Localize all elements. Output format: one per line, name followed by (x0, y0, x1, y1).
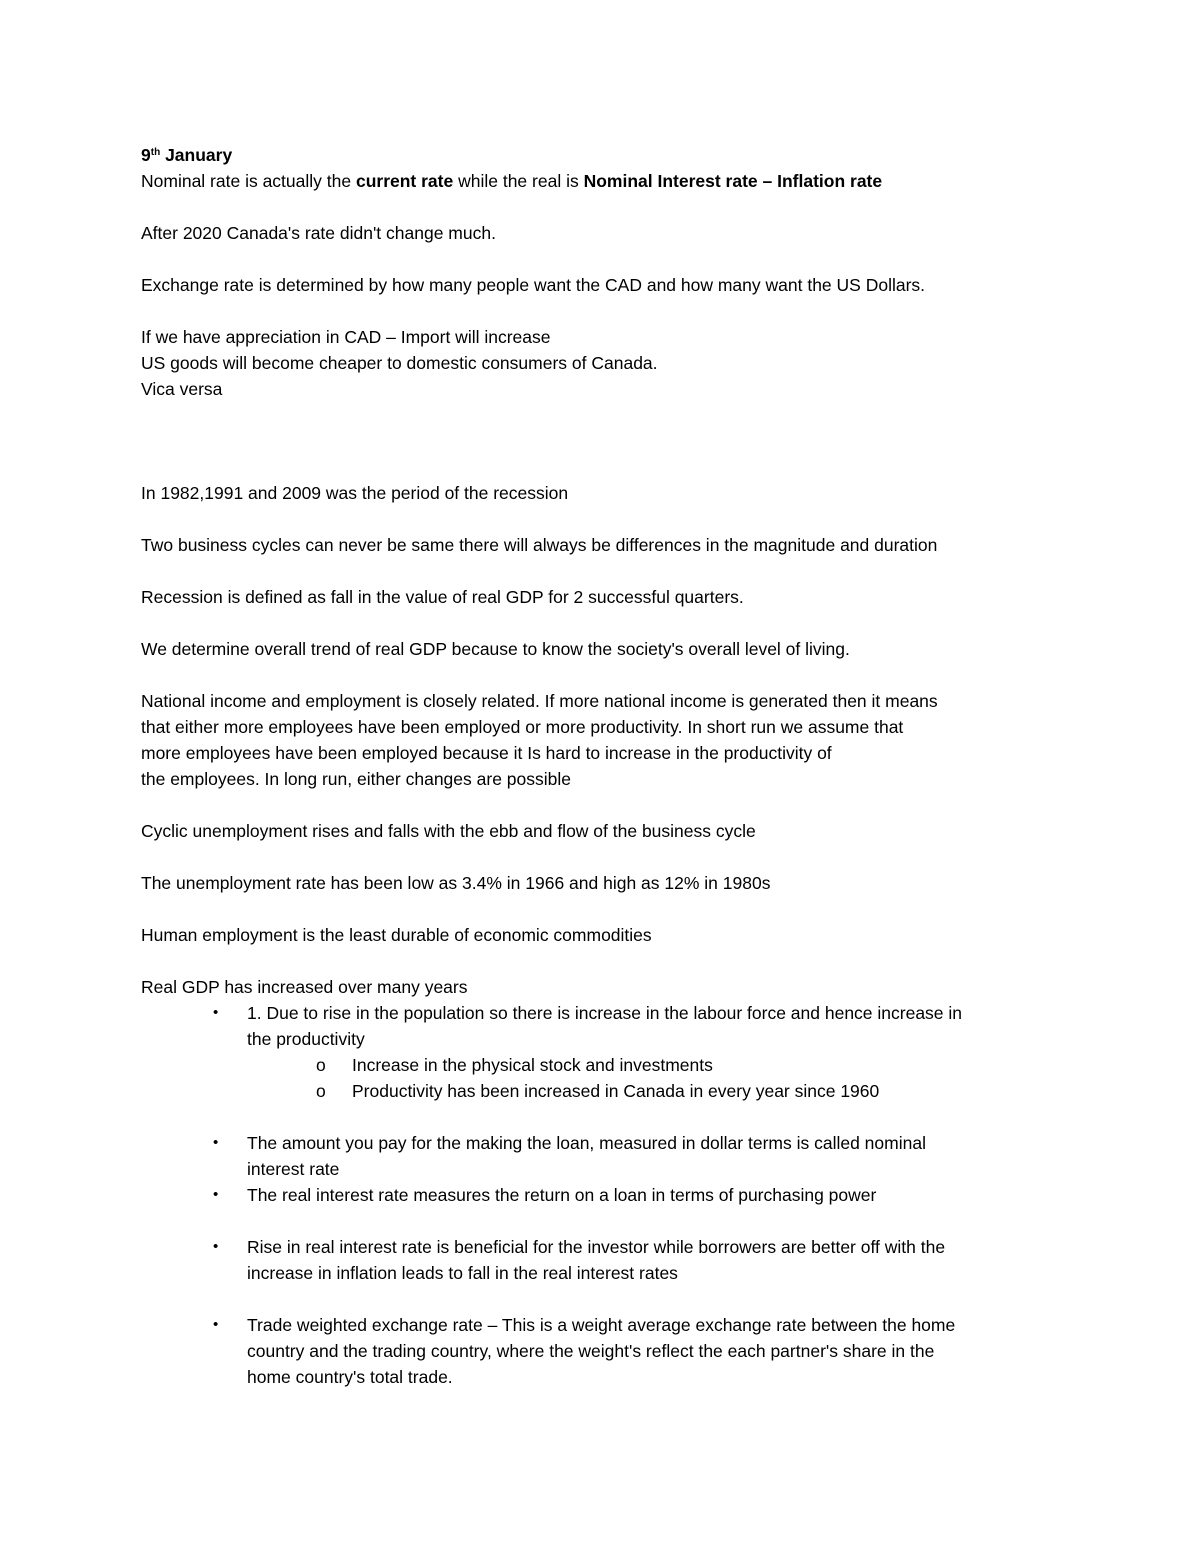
list-item (141, 1234, 1071, 1286)
list-item (141, 1000, 1071, 1104)
sub-bullet-icon: o (316, 1055, 326, 1075)
national-income-line-3: more employees have been employed because it Is hard to increase in the productivity of (141, 743, 832, 763)
bullet-2-line-1: The amount you pay for the making the loan, measured in dollar terms is called nominal (247, 1133, 926, 1153)
sub-bullet-icon: o (316, 1081, 326, 1101)
nominal-bold-1: current rate (355, 171, 454, 191)
paragraph-business-cycles: Two business cycles can never be same there will always be differences in the magnitude and duration (141, 535, 938, 555)
bullet-4-line-1: Rise in real interest rate is beneficial for the investor while borrowers are better off with the (247, 1237, 946, 1257)
appreciation-line-1: If we have appreciation in CAD – Import will increase (141, 327, 551, 347)
paragraph-after-2020: After 2020 Canada's rate didn't change much. (141, 223, 496, 243)
bullet-icon: • (213, 1316, 219, 1333)
bullet-4-line-2: increase in inflation leads to fall in the real interest rates (247, 1263, 678, 1283)
paragraph-unemployment-rate: The unemployment rate has been low as 3.4% in 1966 and high as 12% in 1980s (141, 873, 771, 893)
national-income-line-1: National income and employment is closely related. If more national income is generated then it means (141, 691, 938, 711)
paragraph-gdp-trend: We determine overall trend of real GDP because to know the society's overall level of living. (141, 639, 850, 659)
list-item (141, 1130, 1071, 1182)
bullet-5-line-1: Trade weighted exchange rate – This is a weight average exchange rate between the home (247, 1315, 956, 1335)
paragraph-recession-years: In 1982,1991 and 2009 was the period of the recession (141, 483, 569, 503)
nominal-text-1: Nominal rate is actually the (141, 171, 356, 191)
nominal-bold-2: Nominal Interest rate – Inflation rate (583, 171, 883, 191)
list-item (141, 1312, 1071, 1390)
paragraph-cyclic-unemployment: Cyclic unemployment rises and falls with the ebb and flow of the business cycle (141, 821, 756, 841)
nominal-text-2: while the real is (453, 171, 584, 191)
paragraph-nominal-rate (141, 168, 1071, 194)
paragraph-human-employment: Human employment is the least durable of economic commodities (141, 925, 652, 945)
bullet-3-line-1: The real interest rate measures the return on a loan in terms of purchasing power (247, 1185, 877, 1205)
sub-list-item (141, 1052, 1071, 1078)
bullet-icon: • (213, 1134, 219, 1151)
heading-month: January (165, 145, 233, 165)
date-heading (141, 142, 1071, 168)
sub-bullet-2: Productivity has been increased in Canada in every year since 1960 (352, 1081, 880, 1101)
bullet-5-line-3: home country's total trade. (247, 1367, 453, 1387)
document-body (141, 142, 1071, 1390)
paragraph-exchange-rate: Exchange rate is determined by how many people want the CAD and how many want the US Dollars. (141, 275, 926, 295)
bullet-1-line-2: the productivity (247, 1029, 365, 1049)
bullet-1-line-1: 1. Due to rise in the population so there is increase in the labour force and hence increase in (247, 1003, 963, 1023)
bullet-2-line-2: interest rate (247, 1159, 340, 1179)
paragraph-recession-definition: Recession is defined as fall in the value of real GDP for 2 successful quarters. (141, 587, 744, 607)
bullet-icon: • (213, 1238, 219, 1255)
sub-list-item (141, 1078, 1071, 1104)
national-income-line-2: that either more employees have been employed or more productivity. In short run we assume that (141, 717, 904, 737)
sub-bullet-list (141, 1052, 1071, 1104)
national-income-line-4: the employees. In long run, either changes are possible (141, 769, 571, 789)
sub-bullet-1: Increase in the physical stock and investments (352, 1055, 713, 1075)
bullet-list (141, 1000, 1071, 1390)
heading-superscript: th (150, 147, 161, 158)
heading-day: 9 (141, 145, 151, 165)
bullet-icon: • (213, 1186, 219, 1203)
bullet-icon: • (213, 1004, 219, 1021)
paragraph-real-gdp: Real GDP has increased over many years (141, 977, 468, 997)
bullet-5-line-2: country and the trading country, where the weight's reflect the each partner's share in the (247, 1341, 935, 1361)
appreciation-line-2: US goods will become cheaper to domestic consumers of Canada. (141, 353, 658, 373)
appreciation-line-3: Vica versa (141, 379, 223, 399)
list-item (141, 1182, 1071, 1208)
